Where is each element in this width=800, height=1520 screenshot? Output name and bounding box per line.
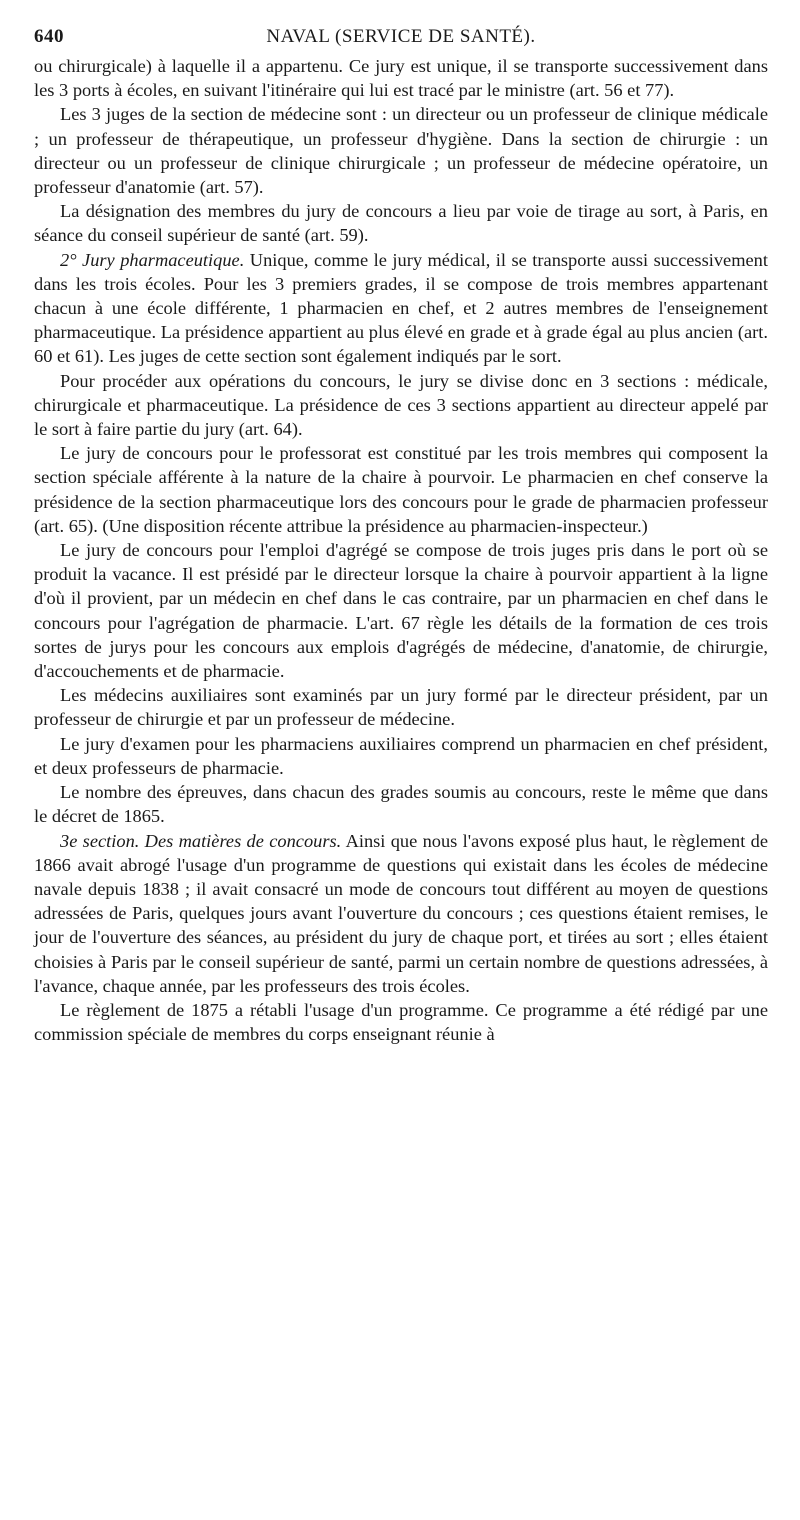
paragraph-10: Le nombre des épreuves, dans chacun des grades soumis au concours, reste le même que dans le décret de 1865. bbox=[34, 782, 768, 827]
paragraph-4-text: Unique, comme le jury médical, il se transporte aussi successivement dans les trois écoles. Pour les 3 premiers grades, il se compose de trois membres appartenant chacun à une école différente, 1 pharmacien en chef, et 2 autres membres de l'enseignement pharmaceutique. La présidence appartient au plus élevé en grade et à grade égal au plus ancien (art. 60 et 61). Les juges de cette section sont également indiqués par le sort. bbox=[34, 249, 768, 367]
page-number: 640 bbox=[34, 26, 64, 47]
paragraph-5: Pour procéder aux opérations du concours, le jury se divise donc en 3 sections : médicale, chirurgicale et pharmaceutique. La présidence de ces 3 sections appartient au directeur appelé par le sort à faire partie du jury (art. 64). bbox=[34, 370, 768, 440]
paragraph-1: ou chirurgicale) à laquelle il a appartenu. Ce jury est unique, il se transporte successivement dans les 3 ports à écoles, en suivant l'itinéraire qui lui est tracé par le ministre (art. 56 et 77). bbox=[34, 56, 768, 101]
body-text bbox=[34, 54, 768, 1046]
paragraph-11 bbox=[34, 829, 768, 998]
paragraph-6: Le jury de concours pour le professorat est constitué par les trois membres qui composent la section spéciale afférente à la nature de la chaire à pourvoir. Le pharmacien en chef conserve la présidence de la section pharmaceutique lors des concours pour le grade de pharmacien professeur (art. 65). (Une disposition récente attribue la présidence au pharmacien-inspecteur.) bbox=[34, 443, 768, 536]
paragraph-12: Le règlement de 1875 a rétabli l'usage d'un programme. Ce programme a été rédigé par une commission spéciale de membres du corps enseignant réunie à bbox=[34, 999, 768, 1045]
section-3-heading: 3e section. Des matières de concours. bbox=[60, 830, 342, 851]
running-header bbox=[34, 26, 768, 54]
paragraph-11-text: Ainsi que nous l'avons exposé plus haut, le règlement de 1866 avait abrogé l'usage d'un programme de questions qui existait dans les écoles de médecine navale depuis 1838 ; il avait consacré un mode de concours tout différent au moyen de questions adressées de Paris, quelques jours avant l'ouverture du concours ; ces questions étaient remises, le jour de l'ouverture des séances, au président du jury de chaque port, et tirées au sort ; elles étaient choisies à Paris par le conseil supérieur de santé, parmi un certain nombre de questions adressées, à l'avance, chaque année, par les professeurs des trois écoles. bbox=[34, 830, 769, 996]
paragraph-3: La désignation des membres du jury de concours a lieu par voie de tirage au sort, à Paris, en séance du conseil supérieur de santé (art. 59). bbox=[34, 201, 768, 246]
paragraph-2: Les 3 juges de la section de médecine sont : un directeur ou un professeur de clinique médicale ; un professeur de thérapeutique, un professeur d'hygiène. Dans la section de chirurgie : un directeur ou un professeur de clinique chirurgicale ; un professeur de médecine opératoire, un professeur d'anatomie (art. 57). bbox=[34, 104, 768, 198]
running-title: NAVAL (SERVICE DE SANTÉ). bbox=[266, 26, 536, 47]
paragraph-4 bbox=[34, 248, 768, 369]
paragraph-9: Le jury d'examen pour les pharmaciens auxiliaires comprend un pharmacien en chef président, et deux professeurs de pharmacie. bbox=[34, 733, 768, 778]
paragraph-8: Les médecins auxiliaires sont examinés par un jury formé par le directeur président, par un professeur de chirurgie et par un professeur de médecine. bbox=[34, 685, 768, 730]
paragraph-7: Le jury de concours pour l'emploi d'agrégé se compose de trois juges pris dans le port où se produit la vacance. Il est présidé par le directeur lorsque la chaire à pourvoir appartient à la ligne d'où il provient, par un médecin en chef dans le cas contraire, par un pharmacien en chef dans le concours pour l'agrégation de pharmacie. L'art. 67 règle les détails de la formation de ces trois sortes de jurys pour les concours aux emplois d'agrégés de médecine, d'anatomie, de chirurgie, d'accouchements et de pharmacie. bbox=[34, 540, 768, 682]
document-page bbox=[34, 26, 768, 1046]
jury-pharmaceutique-heading: 2° Jury pharmaceutique. bbox=[60, 249, 245, 270]
